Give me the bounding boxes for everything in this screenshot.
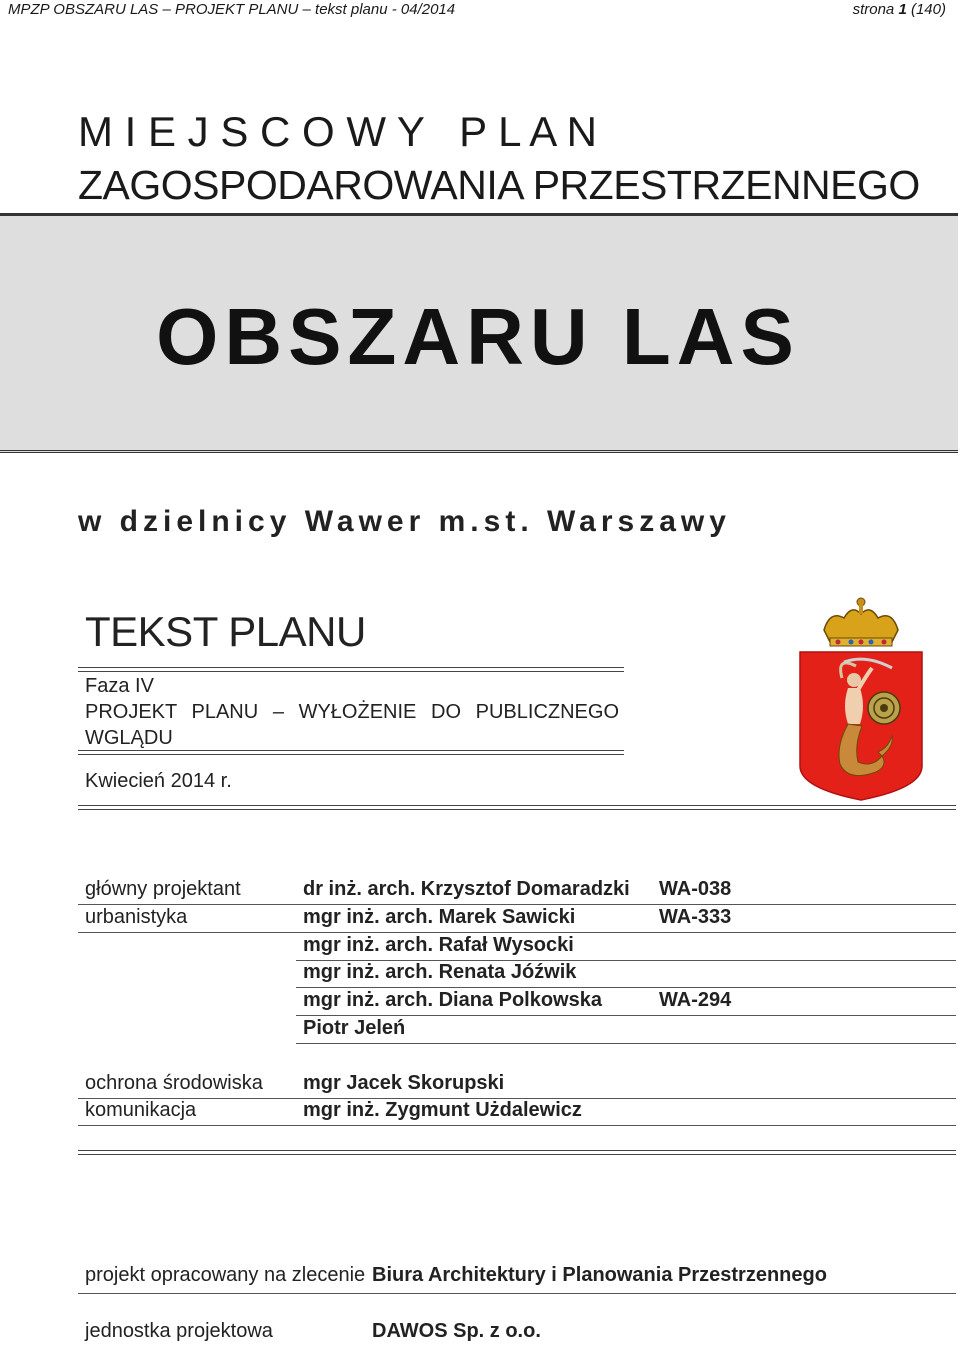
page-number: 1	[898, 1, 907, 18]
crown-icon	[824, 598, 898, 646]
running-header-page	[853, 0, 946, 20]
plan-stage-line1: PROJEKT PLANU – WYŁOŻENIE DO PUBLICZNEGO	[85, 701, 619, 723]
credit-name: mgr inż. arch. Diana Polkowska	[303, 989, 602, 1011]
credit-name: mgr inż. arch. Rafał Wysocki	[303, 934, 574, 956]
credit-row-rule	[296, 1015, 956, 1016]
unit-value: DAWOS Sp. z o.o.	[372, 1320, 541, 1342]
credit-row-rule	[78, 904, 956, 905]
plan-phase: Faza IV	[85, 675, 154, 697]
district-line: w dzielnicy Wawer m.st. Warszawy	[78, 505, 731, 538]
credit-name: mgr Jacek Skorupski	[303, 1072, 505, 1094]
credit-name: dr inż. arch. Krzysztof Domaradzki	[303, 878, 630, 900]
title-line-2: ZAGOSPODAROWANIA PRZESTRZENNEGO	[78, 162, 920, 208]
title-main-text: OBSZARU LAS	[156, 292, 800, 381]
plan-stage-line2: WGLĄDU	[85, 727, 173, 749]
rule-footer-top	[78, 1150, 956, 1155]
plan-heading: TEKST PLANU	[85, 608, 366, 655]
credit-name: mgr inż. arch. Marek Sawicki	[303, 906, 576, 928]
commission-value: Biura Architektury i Planowania Przestrzennego	[372, 1264, 827, 1286]
credit-name: Piotr Jeleń	[303, 1017, 406, 1039]
credit-role: ochrona środowiska	[85, 1072, 263, 1094]
shield-round-icon	[868, 692, 900, 724]
credit-number: WA-333	[659, 906, 732, 928]
credit-row-rule	[296, 987, 956, 988]
title-line-1: M I E J S C O W Y P L A N	[78, 108, 597, 155]
commission-label: projekt opracowany na zlecenie	[85, 1264, 366, 1286]
page-total: (140)	[910, 1, 946, 18]
page-label: strona	[852, 1, 895, 18]
credit-row-rule	[296, 1043, 956, 1044]
credit-row-rule	[78, 1125, 956, 1126]
credit-role: komunikacja	[85, 1099, 197, 1121]
credit-number: WA-038	[659, 878, 732, 900]
unit-label: jednostka projektowa	[85, 1320, 273, 1342]
footer-divider	[78, 1293, 956, 1294]
credit-role: główny projektant	[85, 878, 241, 900]
rule-mid	[78, 750, 624, 755]
credit-role: urbanistyka	[85, 906, 188, 928]
warsaw-coat-of-arms-icon	[796, 596, 926, 808]
title-main	[0, 292, 960, 382]
credit-name: mgr inż. arch. Renata Jóźwik	[303, 961, 577, 983]
credit-name: mgr inż. Zygmunt Użdalewicz	[303, 1099, 582, 1121]
credit-row-rule	[78, 932, 956, 933]
plan-date: Kwiecień 2014 r.	[85, 770, 232, 792]
credit-number: WA-294	[659, 989, 732, 1011]
running-header-left: MPZP OBSZARU LAS – PROJEKT PLANU – tekst planu - 04/2014	[8, 1, 456, 18]
rule-top	[78, 667, 624, 672]
